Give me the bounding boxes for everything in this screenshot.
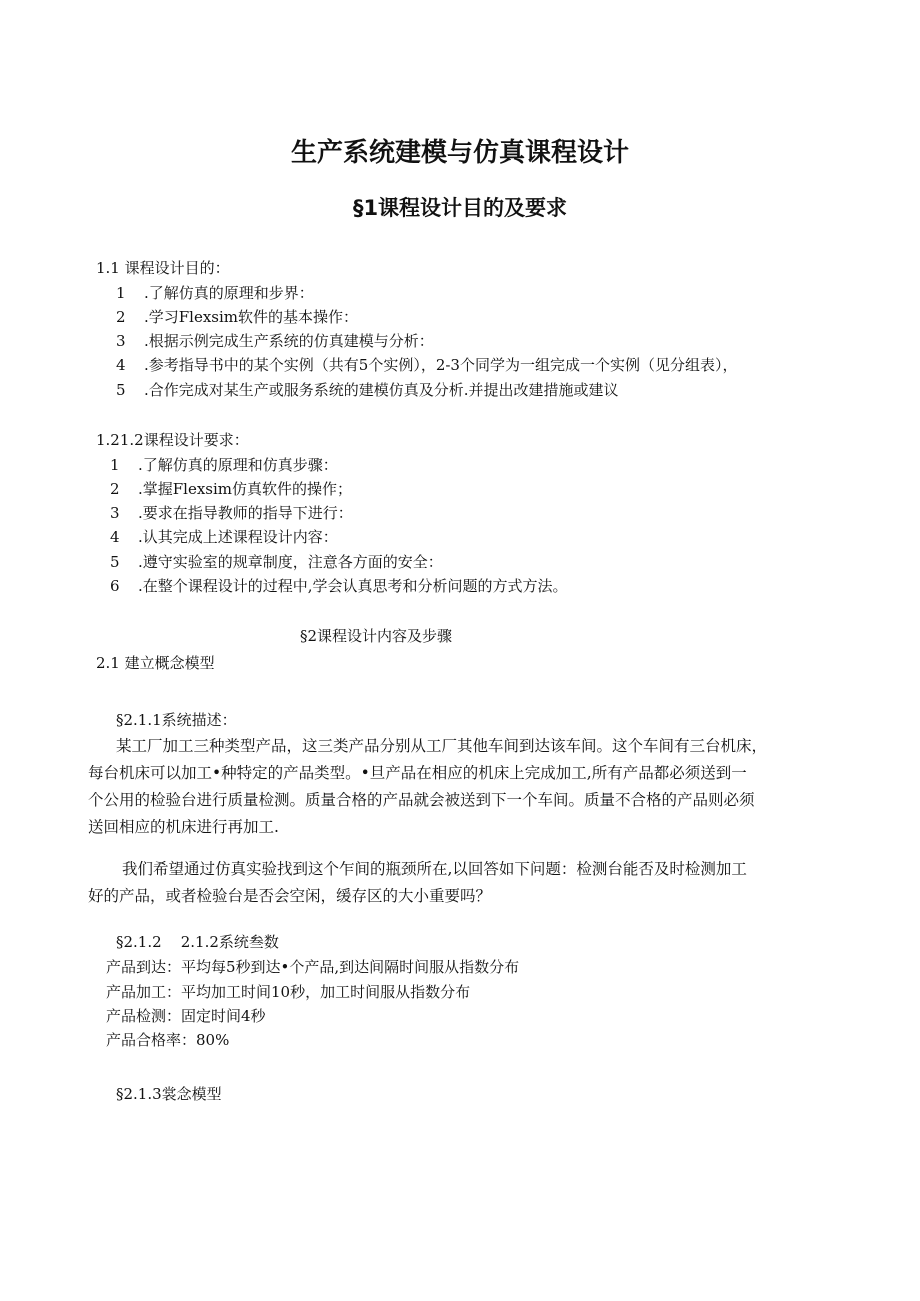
document-title: 生产系统建模与仿真课程设计 — [290, 138, 629, 168]
paragraph-line: 某工厂加工三种类型产品，这三类产品分别从工厂其他车间到达该车间。这个车间有三台机床， — [116, 737, 768, 755]
item-text: .要求在指导教师的指导下进行： — [138, 504, 353, 522]
item-number: 1 — [116, 284, 126, 302]
requirements-item — [110, 503, 353, 523]
purpose-item — [116, 283, 314, 303]
item-text: .根据示例完成生产系统的仿真建模与分析： — [144, 332, 434, 350]
section-1-heading: §1课程设计目的及要求 — [352, 196, 568, 220]
section-2-1-1-heading: §2.1.1系统描述： — [116, 711, 237, 729]
item-number: 4 — [110, 528, 120, 546]
item-text: .在整个课程设计的过程中,学会认真思考和分析问题的方式方法。 — [138, 577, 568, 595]
paragraph-line: 送回相应的机床进行再加工. — [88, 818, 279, 836]
item-number: 5 — [110, 553, 120, 571]
item-text: .合作完成对某生产或服务系统的建模仿真及分析.并提出改建措施或建议 — [144, 381, 619, 399]
requirements-item — [110, 479, 352, 499]
item-number: 6 — [110, 577, 120, 595]
section-2-1-2-heading: §2.1.2 2.1.2系统叁数 — [116, 933, 279, 951]
item-text: .掌握Flexsim仿真软件的操作； — [138, 480, 353, 498]
item-text: .学习Flexsim软件的基本操作： — [144, 308, 359, 326]
item-number: 3 — [116, 332, 126, 350]
system-description — [88, 733, 767, 841]
requirements-item — [110, 576, 568, 596]
paragraph-line: 每台机床可以加工•种特定的产品类型。•旦产品在相应的机床上完成加工,所有产品都必须送到一 — [88, 764, 747, 782]
requirements-item — [110, 455, 338, 475]
purpose-heading: 1.1 课程设计目的： — [96, 259, 230, 277]
item-number: 2 — [116, 308, 126, 326]
item-text: .认其完成上述课程设计内容： — [138, 528, 338, 546]
purpose-item — [116, 355, 737, 375]
purpose-item — [116, 307, 358, 327]
item-text: .参考指导书中的某个实例（共有5个实例），2-3个同学为一组完成一个实例（见分组表）， — [144, 356, 738, 374]
purpose-item — [116, 331, 434, 351]
requirements-item — [110, 527, 338, 547]
item-text: .遵守实验室的规章制度，注意各方面的安全： — [138, 553, 443, 571]
item-number: 3 — [110, 504, 120, 522]
item-text: .了解仿真的原理和仿真步骤： — [138, 456, 338, 474]
requirements-heading: 1.21.2课程设计要求： — [96, 431, 249, 449]
paragraph-line: 我们希望通过仿真实验找到这个乍间的瓶颈所在,以回答如下问题：检测台能否及时检测加工 — [122, 860, 747, 878]
item-number: 4 — [116, 356, 126, 374]
paragraph-line: 好的产品，或者检验台是否会空闲，缓存区的大小重要吗？ — [88, 887, 492, 905]
item-number: 1 — [110, 456, 120, 474]
item-number: 2 — [110, 480, 120, 498]
paragraph-line: 个公用的检验台进行质量检测。质量合格的产品就会被送到下一个车间。质量不合格的产品则必须 — [88, 791, 755, 809]
parameter-line: 产品合格率：80% — [106, 1031, 230, 1049]
item-text: .了解仿真的原理和步界： — [144, 284, 314, 302]
section-2-1-3-heading: §2.1.3裳念模型 — [116, 1085, 222, 1103]
purpose-item — [116, 380, 619, 400]
section-2-1-heading: 2.1 建立概念模型 — [96, 654, 215, 672]
item-number: 5 — [116, 381, 126, 399]
parameter-line: 产品到达：平均每5秒到达•个产品,到达间隔时间服从指数分布 — [106, 958, 520, 976]
study-goal — [88, 856, 747, 910]
requirements-item — [110, 552, 443, 572]
section-2-heading: §2课程设计内容及步骤 — [300, 627, 453, 645]
parameter-line: 产品检测：固定时间4秒 — [106, 1007, 266, 1025]
parameter-line: 产品加工：平均加工时间10秒，加工时间服从指数分布 — [106, 983, 471, 1001]
